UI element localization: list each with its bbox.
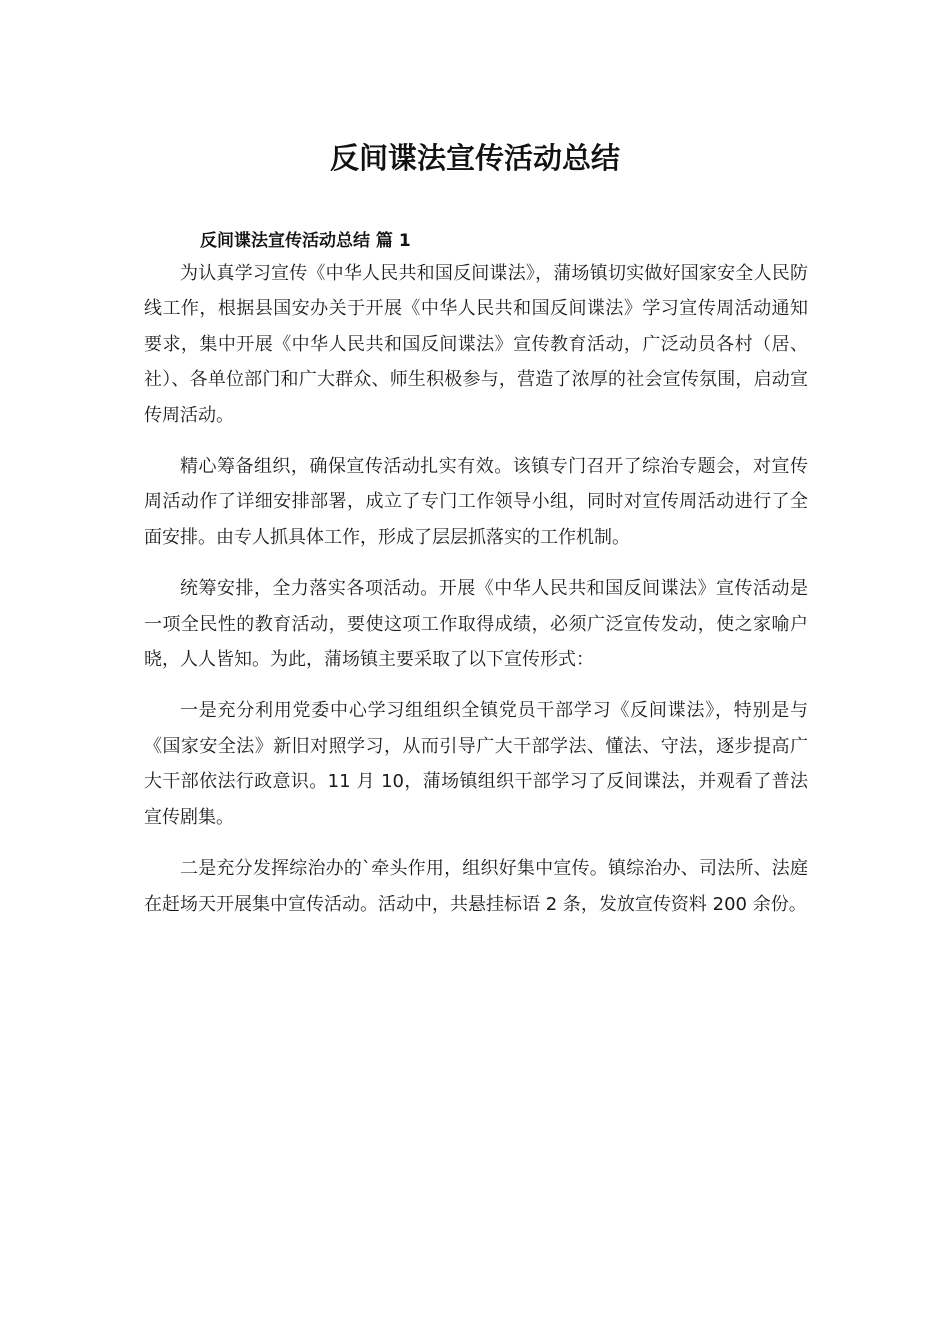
document-title: 反间谍法宣传活动总结 (329, 141, 620, 175)
paragraph-2: 精心筹备组织，确保宣传活动扎实有效。该镇专门召开了综治专题会，对宣传周活动作了详细安排部署，成立了专门工作领导小组，同时对宣传周活动进行了全面安排。由专人抓具体工作，形成了层层抓落实的工作机制。 (144, 456, 808, 548)
section-heading: 反间谍法宣传活动总结 篇 1 (200, 231, 411, 251)
paragraph-3: 统筹安排，全力落实各项活动。开展《中华人民共和国反间谍法》宣传活动是一项全民性的教育活动，要使这项工作取得成绩，必须广泛宣传发动，使之家喻户晓，人人皆知。为此，蒲场镇主要采取了以下宣传形式： (144, 578, 808, 671)
paragraph-1: 为认真学习宣传《中华人民共和国反间谍法》，蒲场镇切实做好国家安全人民防线工作，根据县国安办关于开展《中华人民共和国反间谍法》学习宣传周活动通知要求，集中开展《中华人民共和国反间谍法》宣传教育活动，广泛动员各村（居、社）、各单位部门和广大群众、师生积极参与，营造了浓厚的社会宣传氛围，启动宣传周活动。 (144, 263, 808, 426)
paragraph-5: 二是充分发挥综治办的`牵头作用，组织好集中宣传。镇综治办、司法所、法庭在赶场天开展集中宣传活动。活动中，共悬挂标语 2 条，发放宣传资料 200 余份。 (144, 858, 808, 915)
document-body (144, 226, 808, 938)
paragraph-4: 一是充分利用党委中心学习组组织全镇党员干部学习《反间谍法》，特别是与《国家安全法》新旧对照学习，从而引导广大干部学法、懂法、守法，逐步提高广大干部依法行政意识。11 月 10，蒲场镇组织干部学习了反间谍法，并观看了普法宣传剧集。 (144, 700, 808, 828)
